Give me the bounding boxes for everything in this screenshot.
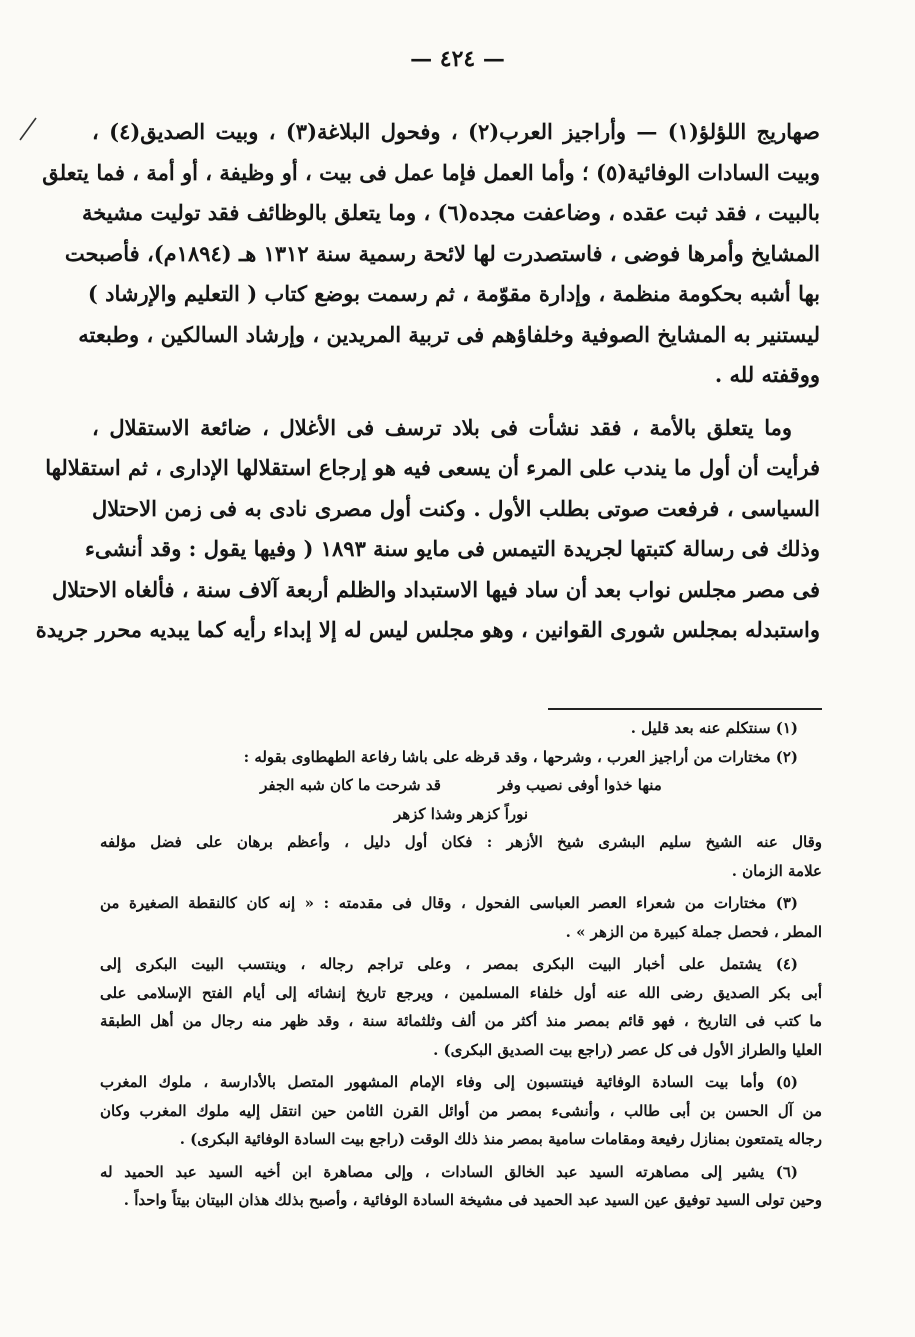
- main-text: [35, 112, 820, 651]
- page-number: — ٤٢٤ —: [410, 46, 505, 72]
- footnote-4-line: ما كتب فى التاريخ ، فهو قائم بمصر منذ أكثر من ألف وثلثمائة سنة ، وقد ظهر منه رجال من أهل الطبقة: [100, 1012, 822, 1030]
- footnote-3-line: المطر ، فحصل جملة كبيرة من الزهر » .: [565, 922, 822, 941]
- text-line: وذلك فى رسالة كتبتها لجريدة التيمس فى مايو سنة ١٨٩٣ ( وفيها يقول : وقد أنشىء: [85, 536, 820, 561]
- footnote-5-line: رجاله يتمتعون بمنازل رفيعة ومقامات سامية بمصر منذ ذلك الوقت (راجع بيت السادة الوفائية البكرى) .: [179, 1130, 822, 1148]
- footnote-2-line: علامة الزمان .: [731, 861, 822, 880]
- text-line: المشايخ وأمرها فوضى ، فاستصدرت لها لائحة رسمية سنة ١٣١٢ هـ (١٨٩٤م)، فأصبحت: [64, 240, 820, 266]
- footnote-separator: [548, 708, 822, 710]
- text-line: فرأيت أن أول ما يندب على المرء أن يسعى فيه هو إرجاع استقلالها الإدارى ، ثم استقلالها: [45, 455, 820, 480]
- verse-hemistich: قد شرحت ما كان شبه الجفر: [260, 776, 441, 794]
- text-line: صهاريج اللؤلؤ(١) — وأراجيز العرب(٢) ، وفحول البلاغة(٣) ، وبيت الصديق(٤) ،: [92, 119, 820, 144]
- text-line: وما يتعلق بالأمة ، فقد نشأت فى بلاد ترسف فى الأغلال ، ضائعة الاستقلال ،: [92, 414, 792, 440]
- text-line: وبيت السادات الوفائية(٥) ؛ وأما العمل فإما عمل فى بيت ، أو وظيفة ، أو أمة ، فما يتعلق: [42, 159, 820, 185]
- footnote-2-line: وقال عنه الشيخ سليم البشرى شيخ الأزهر : فكان أول دليل ، وأعظم برهان على فضل مؤلفه: [100, 833, 822, 851]
- footnote-5-line: من آل الحسن بن أبى طالب ، وأنشىء بمصر من أوائل القرن الثامن حين انتقل إليه ملوك المغرب وكان: [100, 1101, 822, 1120]
- text-line: فى مصر مجلس نواب بعد أن ساد فيها الاستبداد والظلم أربعة آلاف سنة ، فألغاه الاحتلال: [52, 576, 820, 602]
- verse-hemistich: منها خذوا أوفى نصيب وفر: [498, 776, 662, 794]
- verse-hemistich: نوراً كزهر وشذا كزهر: [393, 804, 529, 823]
- text-line: بالبيت ، فقد ثبت عقده ، وضاعفت مجده(٦) ، وما يتعلق بالوظائف فقد توليت مشيخة: [81, 200, 820, 225]
- footnote-2-verse: [100, 771, 822, 800]
- footnote-2-verse: [100, 800, 822, 829]
- footnote-1: (١) سنتكلم عنه بعد قليل .: [630, 719, 798, 737]
- margin-pencil-mark: [18, 116, 40, 142]
- footnote-4-line: العليا والطراز الأول فى كل عصر (راجع بيت الصديق البكرى) .: [433, 1040, 822, 1059]
- text-line: بها أشبه بحكومة منظمة ، وإدارة مقوّمة ، ثم رسمت بوضع كتاب ( التعليم والإرشاد ): [87, 281, 820, 306]
- footnotes: [100, 714, 822, 1215]
- footnote-2: (٢) مختارات من أراجيز العرب ، وشرحها ، وقد قرظه على باشا رفاعة الطهطاوى بقوله :: [243, 747, 798, 766]
- text-line: ووقفته لله .: [714, 362, 820, 387]
- footnote-4-line: أبى بكر الصديق رضى الله عنه أول خلفاء المسلمين ، ويرجع تاريخ إنشائه إلى أيام الفتح الإسلامى على: [100, 983, 822, 1002]
- text-line: ليستنير به المشايخ الصوفية وخلفاؤهم فى تربية المريدين ، وإرشاد السالكين ، وطبعته: [78, 321, 820, 347]
- text-line: السياسى ، فرفعت صوتى بطلب الأول . وكنت أول مصرى نادى به فى زمن الاحتلال: [92, 495, 820, 521]
- footnote-6-line: وحين تولى السيد توفيق عين السيد عبد الحميد فى مشيخة السادة الوفائية ، وأصبح بذلك هذان البيتان بيتاً واحداً .: [123, 1191, 822, 1209]
- footnote-3: (٣) مختارات من شعراء العصر العباسى الفحول ، وقال فى مقدمته : « إنه كان كالنقطة الصغيرة من: [100, 894, 798, 912]
- footnote-4: (٤) يشتمل على أخبار البيت البكرى بمصر ، وعلى تراجم رجاله ، وينتسب البيت البكرى إلى: [100, 955, 798, 973]
- footnote-5: (٥) وأما بيت السادة الوفائية فينتسبون إلى وفاء الإمام المشهور المتصل بالأدارسة ، ملوك المغرب: [100, 1073, 798, 1091]
- footnote-6: (٦) يشير إلى مصاهرته السيد عبد الخالق السادات ، وإلى مصاهرة ابن أخيه السيد عبد الحميد له: [100, 1162, 798, 1181]
- text-line: واستبدله بمجلس شورى القوانين ، وهو مجلس ليس له إلا إبداء رأيه كما يبديه محرر جريدة: [35, 617, 820, 642]
